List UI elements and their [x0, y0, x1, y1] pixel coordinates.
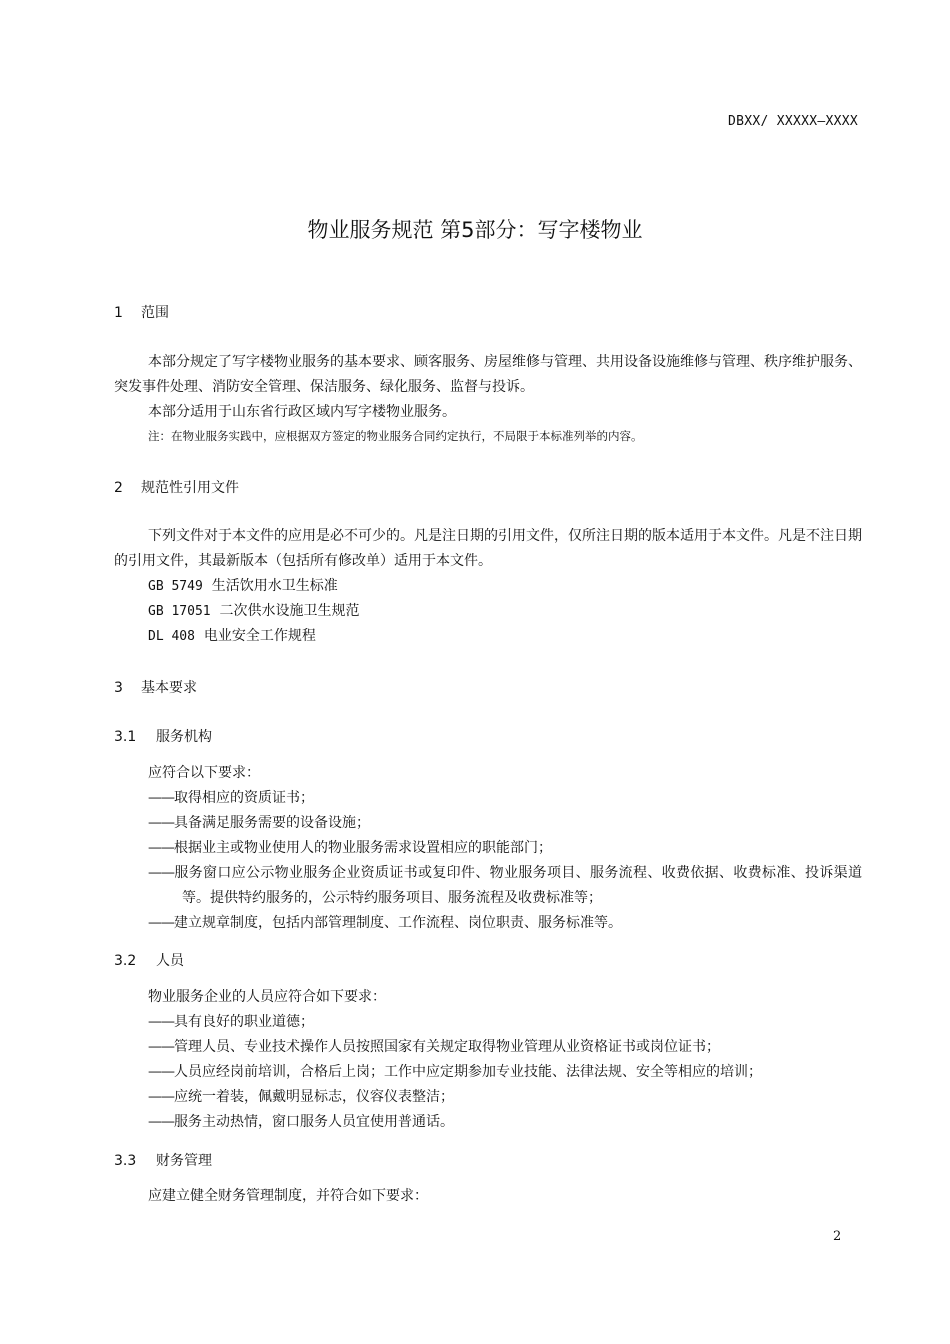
section-1-paragraph: 本部分适用于山东省行政区域内写字楼物业服务。	[148, 404, 456, 420]
subsection-3-1-heading	[114, 726, 212, 746]
section-number: 2	[114, 480, 123, 496]
section-3-heading	[114, 677, 197, 697]
section-number: 3	[114, 680, 123, 696]
section-1-paragraph: 本部分规定了写字楼物业服务的基本要求、顾客服务、房屋维修与管理、共用设备设施维修与管理、秩序维护服务、突发事件处理、消防安全管理、保洁服务、绿化服务、监督与投诉。	[114, 354, 862, 395]
reference-item	[148, 599, 360, 624]
dash-marker: ——	[148, 865, 174, 881]
section-2-heading	[114, 477, 239, 497]
list-item: ——管理人员、专业技术操作人员按照国家有关规定取得物业管理从业资格证书或岗位证书；	[148, 1039, 720, 1055]
section-number: 1	[114, 305, 123, 321]
dash-marker: ——	[148, 815, 174, 831]
dash-marker: ——	[148, 915, 174, 931]
subsection-number: 3.1	[114, 729, 137, 745]
subsection-number: 3.2	[114, 953, 137, 969]
list-item: ——建立规章制度，包括内部管理制度、工作流程、岗位职责、服务标准等。	[148, 915, 622, 931]
section-title: 基本要求	[141, 680, 197, 696]
list-item: ——具有良好的职业道德；	[148, 1014, 314, 1030]
reference-item	[148, 624, 316, 649]
reference-name: 电业安全工作规程	[203, 628, 316, 644]
reference-name: 二次供水设施卫生规范	[219, 603, 360, 619]
dash-marker: ——	[148, 1114, 174, 1130]
subsection-3-3-heading	[114, 1150, 212, 1170]
list-item: ——人员应经岗前培训，合格后上岗；工作中应定期参加专业技能、法律法规、安全等相应的培训；	[148, 1064, 762, 1080]
dash-marker: ——	[148, 1014, 174, 1030]
list-item: ——取得相应的资质证书；	[148, 790, 314, 806]
dash-marker: ——	[148, 840, 174, 856]
reference-name: 生活饮用水卫生标准	[211, 578, 338, 594]
section-title: 范围	[141, 305, 169, 321]
section-2-paragraph: 下列文件对于本文件的应用是必不可少的。凡是注日期的引用文件，仅所注日期的版本适用于本文件。凡是不注日期的引用文件，其最新版本（包括所有修改单）适用于本文件。	[114, 528, 862, 569]
reference-code: GB 5749	[148, 579, 203, 594]
subsection-title: 人员	[156, 953, 184, 969]
subsection-title: 财务管理	[156, 1153, 212, 1169]
section-1-note: 注：在物业服务实践中，应根据双方签定的物业服务合同约定执行，不局限于本标准列举的内容。	[148, 429, 643, 443]
subsection-intro: 物业服务企业的人员应符合如下要求：	[148, 989, 386, 1005]
dash-marker: ——	[148, 790, 174, 806]
subsection-3-2-heading	[114, 950, 184, 970]
dash-marker: ——	[148, 1064, 174, 1080]
dash-marker: ——	[148, 1039, 174, 1055]
list-item: ——具备满足服务需要的设备设施；	[148, 815, 370, 831]
subsection-number: 3.3	[114, 1153, 137, 1169]
list-item: ——根据业主或物业使用人的物业服务需求设置相应的职能部门；	[148, 840, 552, 856]
page-title: 物业服务规范 第5部分：写字楼物业	[307, 218, 643, 242]
subsection-intro: 应建立健全财务管理制度，并符合如下要求：	[148, 1188, 428, 1204]
section-title: 规范性引用文件	[141, 480, 239, 496]
list-item: ——应统一着装，佩戴明显标志，仪容仪表整洁；	[148, 1089, 454, 1105]
document-code: DBXX/ XXXXX—XXXX	[727, 114, 858, 129]
dash-marker: ——	[148, 1089, 174, 1105]
reference-code: DL 408	[148, 629, 195, 644]
reference-item	[148, 574, 338, 599]
subsection-intro: 应符合以下要求：	[148, 765, 260, 781]
section-1-heading	[114, 302, 169, 322]
list-item: ——服务主动热情，窗口服务人员宜使用普通话。	[148, 1114, 454, 1130]
list-item: ——服务窗口应公示物业服务企业资质证书或复印件、物业服务项目、服务流程、收费依据、收费标准、投诉渠道等。提供特约服务的，公示特约服务项目、服务流程及收费标准等；	[148, 865, 862, 906]
page-number: 2	[833, 1229, 842, 1244]
reference-code: GB 17051	[148, 604, 211, 619]
subsection-title: 服务机构	[156, 729, 212, 745]
